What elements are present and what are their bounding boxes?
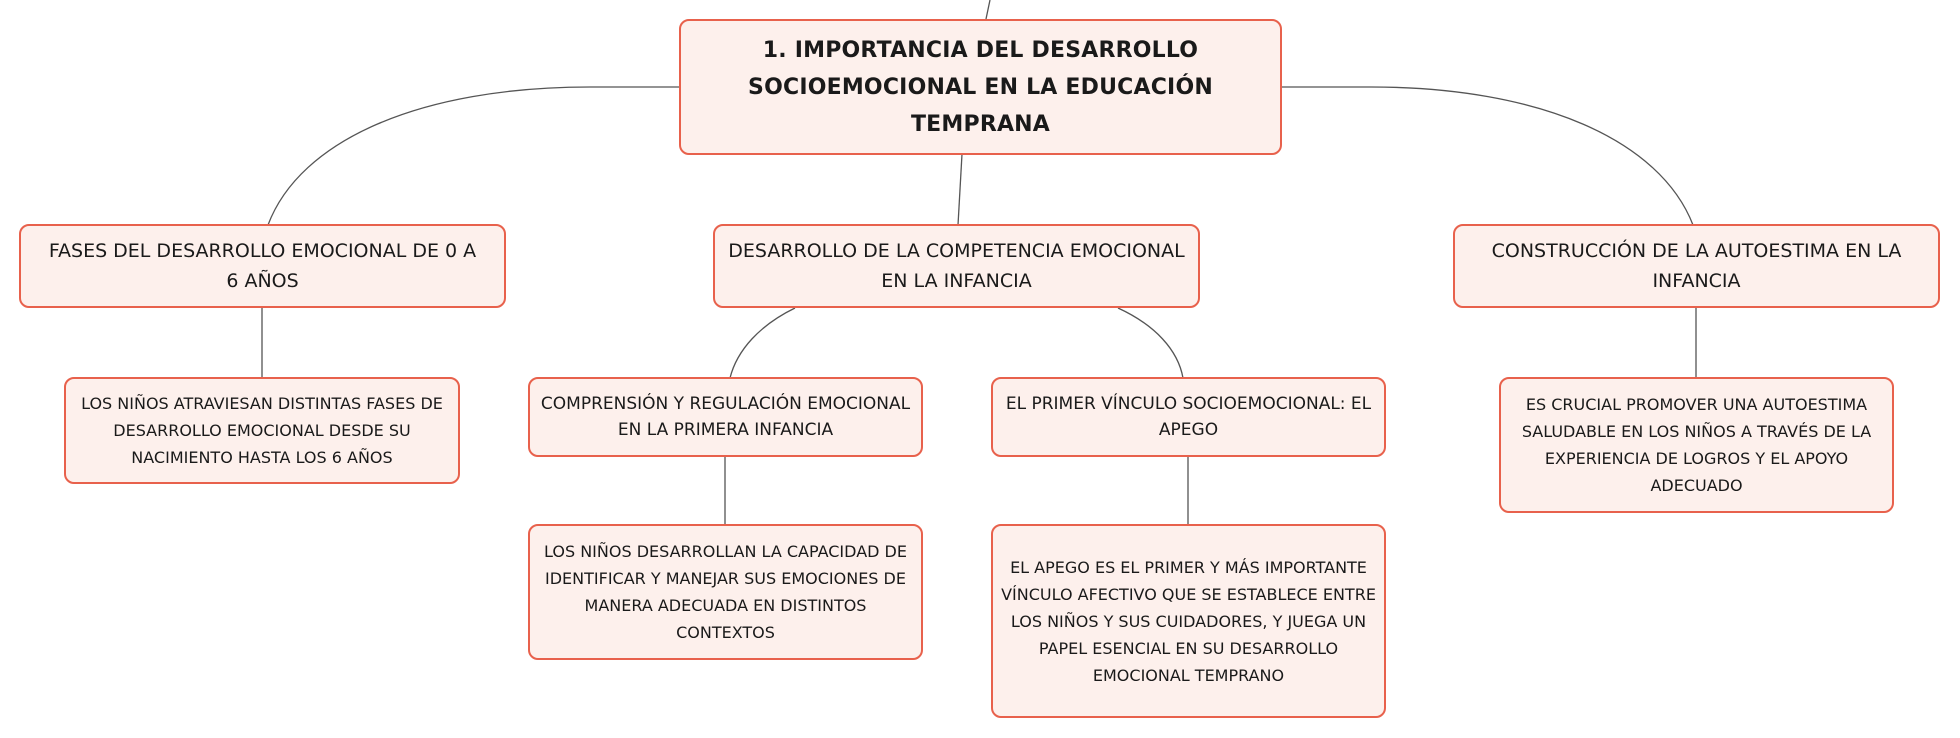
connector-center-comprension: [730, 308, 795, 378]
subtopic-apego[interactable]: [991, 377, 1386, 457]
branch-competencia[interactable]: [713, 224, 1200, 308]
detail-autoestima-text: ES CRUCIAL PROMOVER UNA AUTOESTIMA SALUDABLE EN LOS NIÑOS A TRAVÉS DE LA EXPERIENCIA DE LOGROS Y EL APOYO ADECUADO: [1521, 395, 1872, 495]
branch-autoestima-label: CONSTRUCCIÓN DE LA AUTOESTIMA EN LA INFANCIA: [1491, 240, 1902, 292]
connector-root-left: [268, 87, 680, 225]
detail-fases-text: LOS NIÑOS ATRAVIESAN DISTINTAS FASES DE DESARROLLO EMOCIONAL DESDE SU NACIMIENTO HASTA LOS 6 AÑOS: [81, 394, 443, 467]
subtopic-comprension[interactable]: [528, 377, 923, 457]
branch-competencia-label: DESARROLLO DE LA COMPETENCIA EMOCIONAL EN LA INFANCIA: [728, 240, 1185, 292]
connector-root-top: [986, 0, 990, 19]
branch-fases[interactable]: [19, 224, 506, 308]
branch-autoestima[interactable]: [1453, 224, 1940, 308]
detail-autoestima[interactable]: [1499, 377, 1894, 513]
detail-comprension[interactable]: [528, 524, 923, 660]
connector-center-apego: [1118, 308, 1183, 378]
connector-root-center: [958, 154, 962, 225]
root-topic-label: 1. IMPORTANCIA DEL DESARROLLO SOCIOEMOCIONAL EN LA EDUCACIÓN TEMPRANA: [748, 37, 1213, 137]
subtopic-apego-label: EL PRIMER VÍNCULO SOCIOEMOCIONAL: EL APEGO: [1005, 394, 1372, 440]
detail-apego-text: EL APEGO ES EL PRIMER Y MÁS IMPORTANTE VÍNCULO AFECTIVO QUE SE ESTABLECE ENTRE LOS NIÑOS Y SUS CUIDADORES, Y JUEGA UN PAPEL ESENCIAL EN SU DESARROLLO EMOCIONAL TEMPRANO: [1001, 557, 1376, 685]
root-topic[interactable]: [679, 19, 1282, 155]
detail-fases[interactable]: [64, 377, 460, 484]
connector-root-right: [1281, 87, 1693, 225]
detail-apego[interactable]: [991, 524, 1386, 718]
subtopic-comprension-label: COMPRENSIÓN Y REGULACIÓN EMOCIONAL EN LA PRIMERA INFANCIA: [540, 394, 911, 440]
branch-fases-label: FASES DEL DESARROLLO EMOCIONAL DE 0 A 6 AÑOS: [48, 240, 477, 292]
detail-comprension-text: LOS NIÑOS DESARROLLAN LA CAPACIDAD DE IDENTIFICAR Y MANEJAR SUS EMOCIONES DE MANERA ADECUADA EN DISTINTOS CONTEXTOS: [544, 542, 907, 642]
